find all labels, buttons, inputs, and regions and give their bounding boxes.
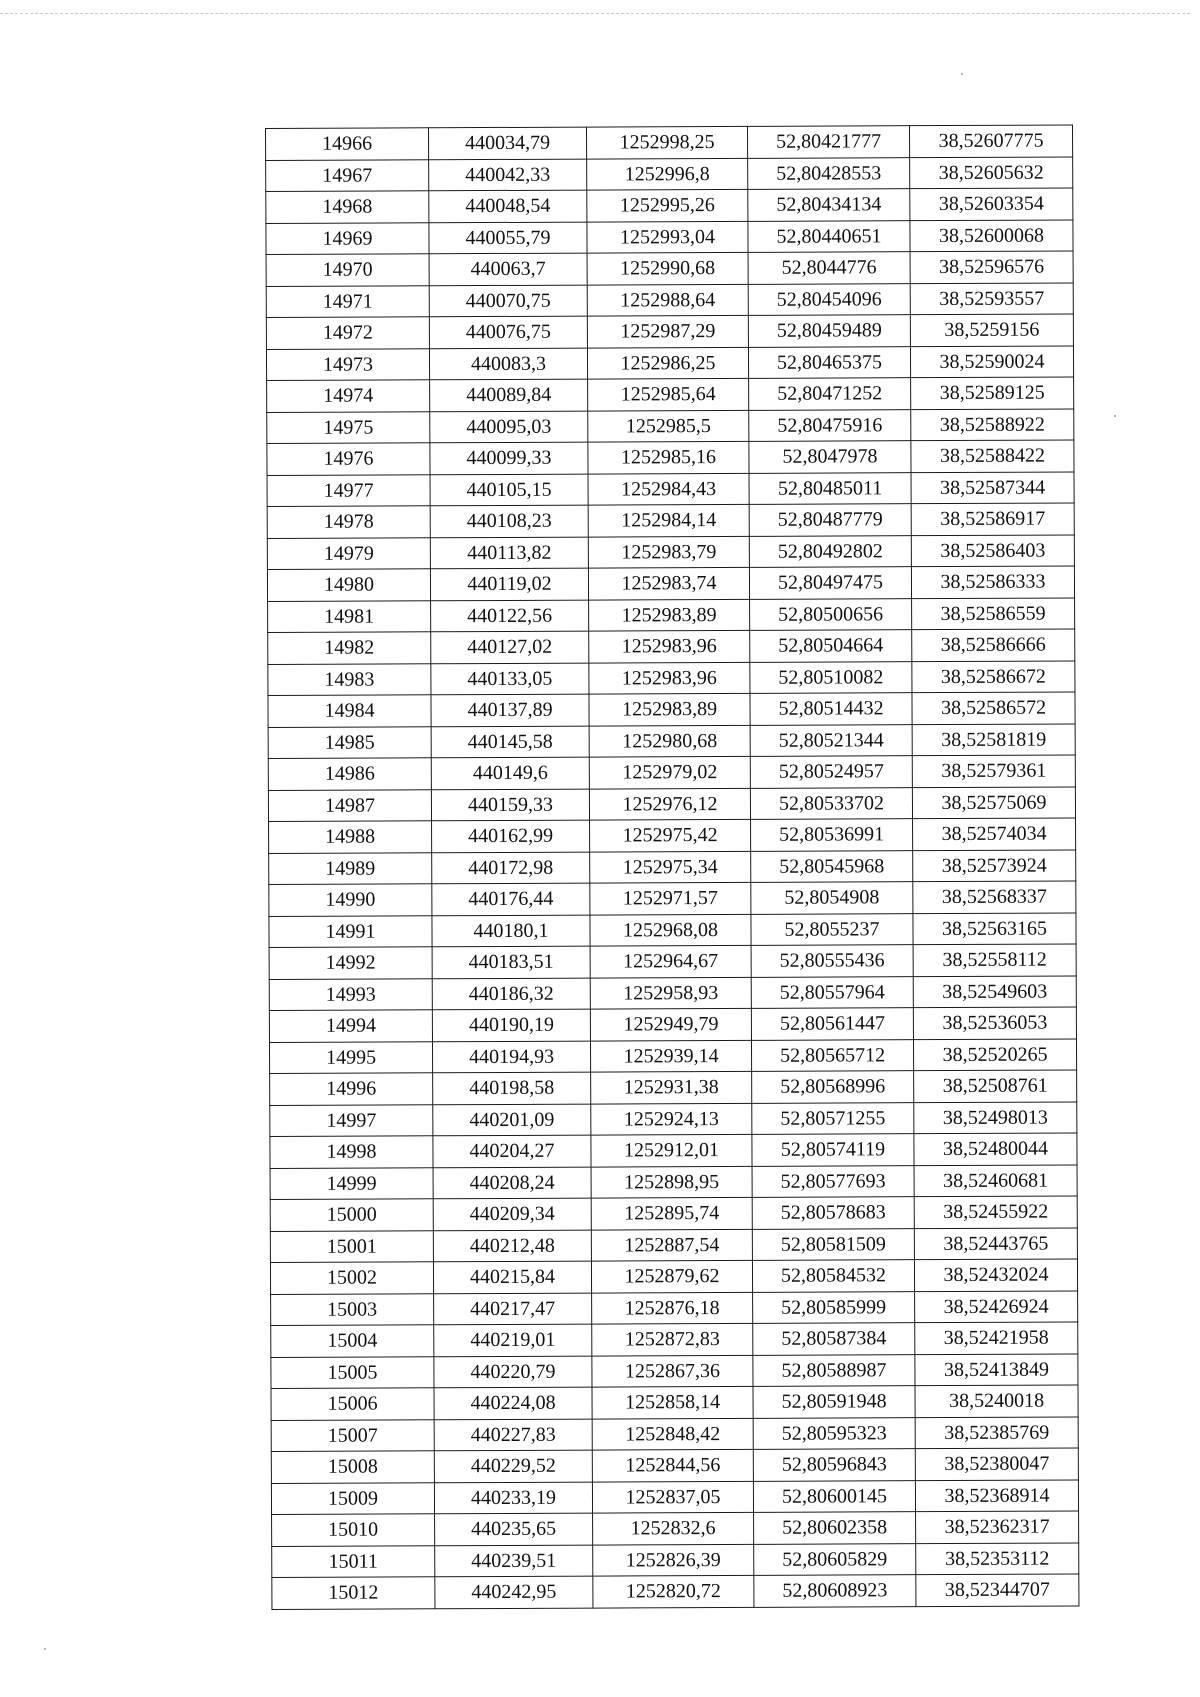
point-number-cell: 14981 bbox=[268, 600, 431, 632]
longitude-cell: 38,52607775 bbox=[909, 125, 1072, 157]
table-row bbox=[271, 1385, 1078, 1420]
point-number-cell: 14966 bbox=[266, 128, 429, 160]
latitude-cell: 52,80487779 bbox=[749, 504, 911, 536]
x-coordinate-cell: 440201,09 bbox=[433, 1104, 591, 1136]
latitude-cell: 52,80588987 bbox=[753, 1354, 915, 1386]
table-row bbox=[268, 660, 1075, 695]
y-coordinate-cell: 1252979,02 bbox=[589, 756, 750, 788]
longitude-cell: 38,52586572 bbox=[912, 692, 1075, 724]
latitude-cell: 52,80492802 bbox=[749, 535, 911, 567]
point-number-cell: 14977 bbox=[267, 474, 430, 506]
longitude-cell: 38,52581819 bbox=[912, 723, 1075, 755]
longitude-cell: 38,5240018 bbox=[915, 1385, 1078, 1417]
longitude-cell: 38,52587344 bbox=[911, 471, 1074, 503]
y-coordinate-cell: 1252924,13 bbox=[591, 1103, 752, 1135]
scan-edge-line bbox=[0, 13, 1190, 14]
y-coordinate-cell: 1252895,74 bbox=[591, 1197, 752, 1229]
point-number-cell: 15000 bbox=[270, 1199, 433, 1231]
table-row bbox=[270, 1070, 1077, 1105]
point-number-cell: 14970 bbox=[266, 254, 429, 286]
table-row bbox=[269, 1038, 1076, 1073]
latitude-cell: 52,80571255 bbox=[752, 1102, 914, 1134]
point-number-cell: 15006 bbox=[271, 1388, 434, 1420]
point-number-cell: 14980 bbox=[267, 569, 430, 601]
x-coordinate-cell: 440220,79 bbox=[434, 1356, 592, 1388]
x-coordinate-cell: 440089,84 bbox=[430, 379, 588, 411]
y-coordinate-cell: 1252988,64 bbox=[587, 284, 748, 316]
point-number-cell: 15012 bbox=[272, 1577, 435, 1609]
x-coordinate-cell: 440235,65 bbox=[435, 1513, 593, 1545]
x-coordinate-cell: 440219,01 bbox=[434, 1324, 592, 1356]
latitude-cell: 52,80591948 bbox=[753, 1386, 915, 1418]
x-coordinate-cell: 440145,58 bbox=[431, 726, 589, 758]
latitude-cell: 52,80565712 bbox=[751, 1039, 913, 1071]
point-number-cell: 14986 bbox=[268, 758, 431, 790]
latitude-cell: 52,80581509 bbox=[752, 1228, 914, 1260]
longitude-cell: 38,52586559 bbox=[912, 597, 1075, 629]
point-number-cell: 14994 bbox=[269, 1010, 432, 1042]
latitude-cell: 52,80605829 bbox=[754, 1543, 916, 1575]
x-coordinate-cell: 440227,83 bbox=[434, 1419, 592, 1451]
longitude-cell: 38,52549603 bbox=[913, 975, 1076, 1007]
x-coordinate-cell: 440198,58 bbox=[433, 1072, 591, 1104]
y-coordinate-cell: 1252826,39 bbox=[593, 1544, 754, 1576]
longitude-cell: 38,52480044 bbox=[914, 1133, 1077, 1165]
x-coordinate-cell: 440055,79 bbox=[429, 222, 587, 254]
latitude-cell: 52,80459489 bbox=[748, 315, 910, 347]
latitude-cell: 52,80578683 bbox=[752, 1197, 914, 1229]
latitude-cell: 52,80514432 bbox=[750, 693, 912, 725]
y-coordinate-cell: 1252986,25 bbox=[587, 347, 748, 379]
table-row bbox=[269, 849, 1076, 884]
x-coordinate-cell: 440159,33 bbox=[431, 789, 589, 821]
y-coordinate-cell: 1252984,43 bbox=[588, 473, 749, 505]
y-coordinate-cell: 1252983,96 bbox=[589, 630, 750, 662]
latitude-cell: 52,80595323 bbox=[753, 1417, 915, 1449]
point-number-cell: 14983 bbox=[268, 663, 431, 695]
x-coordinate-cell: 440224,08 bbox=[434, 1387, 592, 1419]
longitude-cell: 38,52353112 bbox=[916, 1542, 1079, 1574]
point-number-cell: 15004 bbox=[271, 1325, 434, 1357]
point-number-cell: 14985 bbox=[268, 726, 431, 758]
point-number-cell: 14975 bbox=[267, 411, 430, 443]
longitude-cell: 38,52590024 bbox=[910, 345, 1073, 377]
table-row bbox=[271, 1322, 1078, 1357]
longitude-cell: 38,52603354 bbox=[910, 188, 1073, 220]
x-coordinate-cell: 440233,19 bbox=[434, 1482, 592, 1514]
table-row bbox=[267, 534, 1074, 569]
table-row bbox=[267, 377, 1074, 412]
x-coordinate-cell: 440149,6 bbox=[431, 757, 589, 789]
latitude-cell: 52,80497475 bbox=[749, 567, 911, 599]
latitude-cell: 52,80434134 bbox=[748, 189, 910, 221]
latitude-cell: 52,80545968 bbox=[751, 850, 913, 882]
y-coordinate-cell: 1252985,5 bbox=[588, 410, 749, 442]
y-coordinate-cell: 1252949,79 bbox=[590, 1008, 751, 1040]
latitude-cell: 52,80577693 bbox=[752, 1165, 914, 1197]
table-row bbox=[272, 1511, 1079, 1546]
table-row bbox=[270, 1101, 1077, 1136]
x-coordinate-cell: 440042,33 bbox=[429, 159, 587, 191]
longitude-cell: 38,52421958 bbox=[915, 1322, 1078, 1354]
y-coordinate-cell: 1252832,6 bbox=[593, 1512, 754, 1544]
longitude-cell: 38,52380047 bbox=[915, 1448, 1078, 1480]
longitude-cell: 38,52362317 bbox=[916, 1511, 1079, 1543]
table-row bbox=[268, 755, 1075, 790]
table-row bbox=[269, 881, 1076, 916]
point-number-cell: 14972 bbox=[266, 317, 429, 349]
scan-speck bbox=[1114, 415, 1116, 417]
x-coordinate-cell: 440034,79 bbox=[429, 127, 587, 159]
longitude-cell: 38,52579361 bbox=[912, 755, 1075, 787]
x-coordinate-cell: 440099,33 bbox=[430, 442, 588, 474]
x-coordinate-cell: 440209,34 bbox=[433, 1198, 591, 1230]
x-coordinate-cell: 440176,44 bbox=[432, 883, 590, 915]
x-coordinate-cell: 440242,95 bbox=[435, 1576, 593, 1608]
point-number-cell: 14987 bbox=[268, 789, 431, 821]
point-number-cell: 14997 bbox=[270, 1104, 433, 1136]
x-coordinate-cell: 440127,02 bbox=[431, 631, 589, 663]
y-coordinate-cell: 1252968,08 bbox=[590, 914, 751, 946]
longitude-cell: 38,52574034 bbox=[913, 818, 1076, 850]
latitude-cell: 52,80608923 bbox=[754, 1575, 916, 1607]
y-coordinate-cell: 1252931,38 bbox=[591, 1071, 752, 1103]
x-coordinate-cell: 440208,24 bbox=[433, 1167, 591, 1199]
point-number-cell: 14990 bbox=[269, 884, 432, 916]
latitude-cell: 52,80510082 bbox=[750, 661, 912, 693]
longitude-cell: 38,52586403 bbox=[911, 534, 1074, 566]
x-coordinate-cell: 440204,27 bbox=[433, 1135, 591, 1167]
x-coordinate-cell: 440083,3 bbox=[429, 348, 587, 380]
latitude-cell: 52,8054908 bbox=[751, 882, 913, 914]
table-row bbox=[271, 1353, 1078, 1388]
point-number-cell: 14996 bbox=[270, 1073, 433, 1105]
x-coordinate-cell: 440229,52 bbox=[434, 1450, 592, 1482]
latitude-cell: 52,80585999 bbox=[753, 1291, 915, 1323]
point-number-cell: 14978 bbox=[267, 506, 430, 538]
point-number-cell: 14982 bbox=[268, 632, 431, 664]
longitude-cell: 38,52413849 bbox=[915, 1353, 1078, 1385]
point-number-cell: 14998 bbox=[270, 1136, 433, 1168]
y-coordinate-cell: 1252912,01 bbox=[591, 1134, 752, 1166]
longitude-cell: 38,52385769 bbox=[915, 1416, 1078, 1448]
table-row bbox=[268, 786, 1075, 821]
point-number-cell: 15007 bbox=[271, 1419, 434, 1451]
point-number-cell: 15009 bbox=[271, 1482, 434, 1514]
x-coordinate-cell: 440048,54 bbox=[429, 190, 587, 222]
x-coordinate-cell: 440119,02 bbox=[430, 568, 588, 600]
latitude-cell: 52,80524957 bbox=[750, 756, 912, 788]
longitude-cell: 38,52368914 bbox=[915, 1479, 1078, 1511]
y-coordinate-cell: 1252983,89 bbox=[589, 693, 750, 725]
y-coordinate-cell: 1252996,8 bbox=[587, 158, 748, 190]
y-coordinate-cell: 1252837,05 bbox=[592, 1481, 753, 1513]
latitude-cell: 52,80587384 bbox=[753, 1323, 915, 1355]
y-coordinate-cell: 1252983,89 bbox=[589, 599, 750, 631]
table-row bbox=[267, 471, 1074, 506]
x-coordinate-cell: 440212,48 bbox=[433, 1230, 591, 1262]
y-coordinate-cell: 1252985,16 bbox=[588, 441, 749, 473]
point-number-cell: 14974 bbox=[267, 380, 430, 412]
table-row bbox=[271, 1416, 1078, 1451]
point-number-cell: 14988 bbox=[269, 821, 432, 853]
point-number-cell: 14999 bbox=[270, 1167, 433, 1199]
latitude-cell: 52,80596843 bbox=[753, 1449, 915, 1481]
latitude-cell: 52,80602358 bbox=[754, 1512, 916, 1544]
longitude-cell: 38,52596576 bbox=[910, 251, 1073, 283]
table-row bbox=[269, 1007, 1076, 1042]
x-coordinate-cell: 440194,93 bbox=[432, 1041, 590, 1073]
table-row bbox=[266, 251, 1073, 286]
x-coordinate-cell: 440190,19 bbox=[432, 1009, 590, 1041]
table-row bbox=[266, 219, 1073, 254]
point-number-cell: 14973 bbox=[266, 348, 429, 380]
table-row bbox=[270, 1227, 1077, 1262]
table-row bbox=[266, 314, 1073, 349]
point-number-cell: 14984 bbox=[268, 695, 431, 727]
point-number-cell: 14968 bbox=[266, 191, 429, 223]
y-coordinate-cell: 1252993,04 bbox=[587, 221, 748, 253]
latitude-cell: 52,80568996 bbox=[752, 1071, 914, 1103]
coordinates-table-body bbox=[266, 125, 1079, 1609]
longitude-cell: 38,52575069 bbox=[912, 786, 1075, 818]
x-coordinate-cell: 440186,32 bbox=[432, 978, 590, 1010]
y-coordinate-cell: 1252975,34 bbox=[590, 851, 751, 883]
table-row bbox=[270, 1133, 1077, 1168]
x-coordinate-cell: 440180,1 bbox=[432, 915, 590, 947]
y-coordinate-cell: 1252879,62 bbox=[591, 1260, 752, 1292]
point-number-cell: 14976 bbox=[267, 443, 430, 475]
longitude-cell: 38,52536053 bbox=[913, 1007, 1076, 1039]
table-row bbox=[267, 440, 1074, 475]
x-coordinate-cell: 440172,98 bbox=[432, 852, 590, 884]
point-number-cell: 15003 bbox=[271, 1293, 434, 1325]
point-number-cell: 14971 bbox=[266, 285, 429, 317]
x-coordinate-cell: 440239,51 bbox=[435, 1545, 593, 1577]
longitude-cell: 38,52586666 bbox=[912, 629, 1075, 661]
longitude-cell: 38,52460681 bbox=[914, 1164, 1077, 1196]
latitude-cell: 52,80428553 bbox=[748, 157, 910, 189]
y-coordinate-cell: 1252983,96 bbox=[589, 662, 750, 694]
point-number-cell: 14993 bbox=[269, 978, 432, 1010]
y-coordinate-cell: 1252964,67 bbox=[590, 945, 751, 977]
latitude-cell: 52,80440651 bbox=[748, 220, 910, 252]
x-coordinate-cell: 440113,82 bbox=[430, 537, 588, 569]
latitude-cell: 52,80557964 bbox=[751, 976, 913, 1008]
y-coordinate-cell: 1252995,26 bbox=[587, 189, 748, 221]
table-row bbox=[268, 629, 1075, 664]
y-coordinate-cell: 1252848,42 bbox=[592, 1418, 753, 1450]
longitude-cell: 38,52443765 bbox=[914, 1227, 1077, 1259]
y-coordinate-cell: 1252867,36 bbox=[592, 1355, 753, 1387]
x-coordinate-cell: 440217,47 bbox=[434, 1293, 592, 1325]
point-number-cell: 15008 bbox=[271, 1451, 434, 1483]
longitude-cell: 38,52588922 bbox=[911, 408, 1074, 440]
table-row bbox=[269, 912, 1076, 947]
table-row bbox=[267, 408, 1074, 443]
latitude-cell: 52,80471252 bbox=[749, 378, 911, 410]
point-number-cell: 15005 bbox=[271, 1356, 434, 1388]
x-coordinate-cell: 440070,75 bbox=[429, 285, 587, 317]
point-number-cell: 14979 bbox=[267, 537, 430, 569]
table-row bbox=[272, 1574, 1079, 1609]
y-coordinate-cell: 1252958,93 bbox=[590, 977, 751, 1009]
latitude-cell: 52,80600145 bbox=[753, 1480, 915, 1512]
y-coordinate-cell: 1252998,25 bbox=[586, 126, 747, 158]
longitude-cell: 38,52588422 bbox=[911, 440, 1074, 472]
x-coordinate-cell: 440063,7 bbox=[429, 253, 587, 285]
table-row bbox=[266, 345, 1073, 380]
latitude-cell: 52,80561447 bbox=[751, 1008, 913, 1040]
table-row bbox=[268, 723, 1075, 758]
table-row bbox=[266, 125, 1073, 160]
longitude-cell: 38,52344707 bbox=[916, 1574, 1079, 1606]
latitude-cell: 52,80421777 bbox=[747, 126, 909, 158]
y-coordinate-cell: 1252984,14 bbox=[588, 504, 749, 536]
longitude-cell: 38,52455922 bbox=[914, 1196, 1077, 1228]
latitude-cell: 52,80485011 bbox=[749, 472, 911, 504]
longitude-cell: 38,52558112 bbox=[913, 944, 1076, 976]
coordinates-table bbox=[265, 124, 1079, 1609]
latitude-cell: 52,80555436 bbox=[751, 945, 913, 977]
longitude-cell: 38,52498013 bbox=[914, 1101, 1077, 1133]
point-number-cell: 15010 bbox=[272, 1514, 435, 1546]
point-number-cell: 14992 bbox=[269, 947, 432, 979]
y-coordinate-cell: 1252898,95 bbox=[591, 1166, 752, 1198]
table-row bbox=[266, 188, 1073, 223]
table-row bbox=[271, 1448, 1078, 1483]
table-row bbox=[271, 1479, 1078, 1514]
x-coordinate-cell: 440162,99 bbox=[432, 820, 590, 852]
x-coordinate-cell: 440108,23 bbox=[430, 505, 588, 537]
latitude-cell: 52,8047978 bbox=[749, 441, 911, 473]
point-number-cell: 14967 bbox=[266, 159, 429, 191]
y-coordinate-cell: 1252971,57 bbox=[590, 882, 751, 914]
y-coordinate-cell: 1252844,56 bbox=[592, 1449, 753, 1481]
y-coordinate-cell: 1252985,64 bbox=[588, 378, 749, 410]
latitude-cell: 52,8055237 bbox=[751, 913, 913, 945]
latitude-cell: 52,80500656 bbox=[750, 598, 912, 630]
y-coordinate-cell: 1252980,68 bbox=[589, 725, 750, 757]
longitude-cell: 38,52520265 bbox=[913, 1038, 1076, 1070]
longitude-cell: 38,52586672 bbox=[912, 660, 1075, 692]
table-row bbox=[266, 156, 1073, 191]
table-row bbox=[271, 1290, 1078, 1325]
table-row bbox=[269, 818, 1076, 853]
x-coordinate-cell: 440095,03 bbox=[430, 411, 588, 443]
longitude-cell: 38,52568337 bbox=[913, 881, 1076, 913]
point-number-cell: 14969 bbox=[266, 222, 429, 254]
y-coordinate-cell: 1252983,74 bbox=[588, 567, 749, 599]
table-row bbox=[269, 975, 1076, 1010]
longitude-cell: 38,52586333 bbox=[911, 566, 1074, 598]
scan-speck bbox=[961, 73, 963, 75]
longitude-cell: 38,52573924 bbox=[913, 849, 1076, 881]
point-number-cell: 14991 bbox=[269, 915, 432, 947]
x-coordinate-cell: 440137,89 bbox=[431, 694, 589, 726]
longitude-cell: 38,52432024 bbox=[914, 1259, 1077, 1291]
y-coordinate-cell: 1252987,29 bbox=[587, 315, 748, 347]
x-coordinate-cell: 440122,56 bbox=[431, 600, 589, 632]
latitude-cell: 52,80465375 bbox=[748, 346, 910, 378]
x-coordinate-cell: 440183,51 bbox=[432, 946, 590, 978]
table-row bbox=[272, 1542, 1079, 1577]
longitude-cell: 38,52600068 bbox=[910, 219, 1073, 251]
scan-speck bbox=[44, 1648, 46, 1650]
x-coordinate-cell: 440076,75 bbox=[429, 316, 587, 348]
latitude-cell: 52,80533702 bbox=[750, 787, 912, 819]
latitude-cell: 52,80454096 bbox=[748, 283, 910, 315]
point-number-cell: 15002 bbox=[270, 1262, 433, 1294]
table-row bbox=[270, 1196, 1077, 1231]
y-coordinate-cell: 1252858,14 bbox=[592, 1386, 753, 1418]
latitude-cell: 52,80521344 bbox=[750, 724, 912, 756]
x-coordinate-cell: 440215,84 bbox=[433, 1261, 591, 1293]
y-coordinate-cell: 1252876,18 bbox=[592, 1292, 753, 1324]
y-coordinate-cell: 1252887,54 bbox=[591, 1229, 752, 1261]
latitude-cell: 52,80584532 bbox=[752, 1260, 914, 1292]
longitude-cell: 38,52605632 bbox=[910, 156, 1073, 188]
point-number-cell: 15001 bbox=[270, 1230, 433, 1262]
point-number-cell: 15011 bbox=[272, 1545, 435, 1577]
latitude-cell: 52,80504664 bbox=[750, 630, 912, 662]
latitude-cell: 52,80475916 bbox=[749, 409, 911, 441]
point-number-cell: 14995 bbox=[269, 1041, 432, 1073]
table-row bbox=[270, 1259, 1077, 1294]
table-row bbox=[268, 597, 1075, 632]
table-row bbox=[266, 282, 1073, 317]
table-row bbox=[267, 503, 1074, 538]
longitude-cell: 38,52589125 bbox=[911, 377, 1074, 409]
latitude-cell: 52,80536991 bbox=[751, 819, 913, 851]
point-number-cell: 14989 bbox=[269, 852, 432, 884]
y-coordinate-cell: 1252990,68 bbox=[587, 252, 748, 284]
longitude-cell: 38,52508761 bbox=[914, 1070, 1077, 1102]
y-coordinate-cell: 1252939,14 bbox=[590, 1040, 751, 1072]
table-row bbox=[270, 1164, 1077, 1199]
longitude-cell: 38,5259156 bbox=[910, 314, 1073, 346]
y-coordinate-cell: 1252975,42 bbox=[590, 819, 751, 851]
latitude-cell: 52,80574119 bbox=[752, 1134, 914, 1166]
x-coordinate-cell: 440133,05 bbox=[431, 663, 589, 695]
y-coordinate-cell: 1252820,72 bbox=[593, 1575, 754, 1607]
longitude-cell: 38,52593557 bbox=[910, 282, 1073, 314]
y-coordinate-cell: 1252976,12 bbox=[589, 788, 750, 820]
table-row bbox=[267, 566, 1074, 601]
longitude-cell: 38,52426924 bbox=[915, 1290, 1078, 1322]
longitude-cell: 38,52586917 bbox=[911, 503, 1074, 535]
latitude-cell: 52,8044776 bbox=[748, 252, 910, 284]
table-row bbox=[269, 944, 1076, 979]
y-coordinate-cell: 1252872,83 bbox=[592, 1323, 753, 1355]
table-row bbox=[268, 692, 1075, 727]
x-coordinate-cell: 440105,15 bbox=[430, 474, 588, 506]
y-coordinate-cell: 1252983,79 bbox=[588, 536, 749, 568]
longitude-cell: 38,52563165 bbox=[913, 912, 1076, 944]
